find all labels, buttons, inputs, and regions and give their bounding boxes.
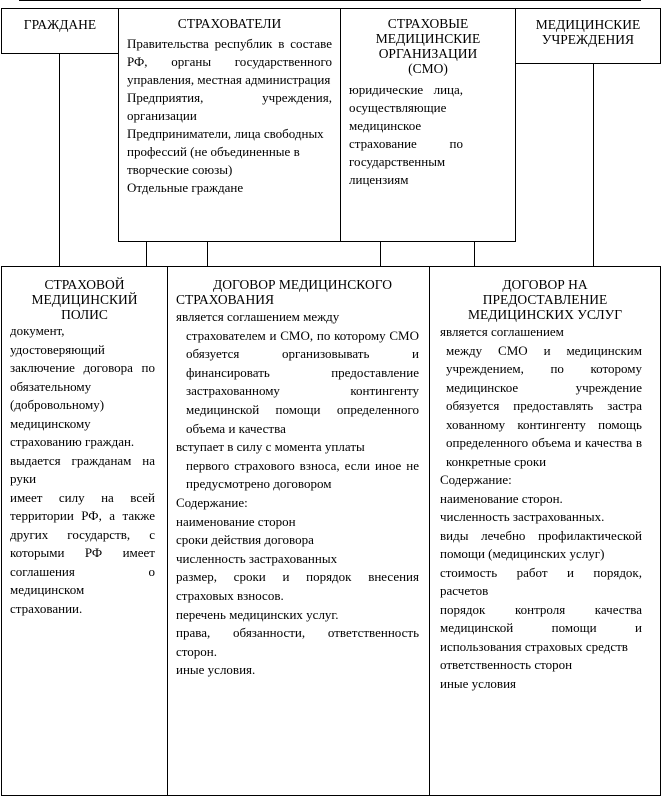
insurers-list (119, 31, 340, 197)
smo-title-line: ОРГАНИЗАЦИИ (378, 46, 478, 61)
policy-item: документ, удостоверяющий заключение договора по обязательному (добровольному) медицинскому страхованию граждан. (10, 323, 155, 449)
services-contract-body (430, 322, 660, 693)
services-contract-title (430, 267, 660, 322)
services-contract-definition: между СМО и медицинским учреждением, по которому медицинское учреждение обязуется предоставлять застра хованному контингенту помощь определенного объема и качества в конкретные сроки (446, 342, 642, 469)
insurance-contract-definition: страхователем и СМО, по которому СМО обязуется организовывать и финансировать предоставление застрахованному контингенту медицинской помощи определенного объема и качества (186, 327, 419, 436)
services-contract-item: виды лечебно профилактической помощи (медицинских услуг) (440, 527, 642, 561)
insurance-contract-definition-lead: является соглашением между (176, 309, 340, 324)
services-contract-title-line: ДОГОВОР НА (502, 277, 588, 292)
insurance-contract-item: численность застрахованных (176, 550, 338, 566)
connector-line (146, 241, 147, 267)
insurer-item: Предприятия, учреждения, организации (127, 90, 332, 123)
smo-title (341, 9, 515, 76)
insurer-item: Предприниматели, лица свободных профессий (не объединенные в творческие союзы) (127, 126, 324, 177)
insurance-contract-body (168, 307, 429, 680)
services-contract-item: численность застрахованных. (440, 509, 605, 524)
citizens-title: ГРАЖДАНЕ (23, 17, 97, 32)
medical-institutions-title (516, 9, 660, 47)
services-contract-item: иные условия (440, 675, 517, 691)
insurers-title: СТРАХОВАТЕЛИ (177, 16, 282, 31)
insurance-contract-content-label: Содержание: (176, 494, 248, 510)
smo-title-line: (СМО) (408, 61, 448, 76)
connector-line (207, 241, 208, 267)
services-contract-item: наименование сторон. (440, 490, 563, 506)
policy-item: выдается гражданам на руки (10, 452, 155, 486)
insurance-contract-item: перечень медицинских услуг. (176, 606, 339, 622)
services-contract-box (429, 266, 661, 796)
policy-box (1, 266, 168, 796)
smo-title-line: СТРАХОВЫЕ (387, 16, 469, 31)
connector-line (593, 63, 594, 267)
policy-title-line: СТРАХОВОЙ (44, 277, 125, 292)
insurance-contract-box (167, 266, 430, 796)
insurance-contract-item: сроки действия договора (176, 532, 314, 548)
insurer-item: Правительства республик в составе РФ, органы государственного управления, местная администрация (127, 36, 332, 87)
connector-line (474, 241, 475, 267)
services-contract-item: стоимость работ и порядок, расчетов (440, 564, 642, 598)
connector-line (19, 0, 641, 1)
policy-list (2, 322, 167, 618)
services-contract-title-line: МЕДИЦИНСКИХ УСЛУГ (467, 307, 623, 322)
services-contract-definition-lead: является соглашением (440, 324, 564, 339)
policy-title-line: ПОЛИС (61, 307, 108, 322)
insurance-contract-effect-lead: вступает в силу с момента уплаты (176, 439, 365, 455)
services-contract-content-label: Содержание: (440, 472, 512, 487)
medical-title-line: УЧРЕЖДЕНИЯ (541, 32, 635, 47)
insurance-contract-item: наименование сторон (176, 513, 296, 529)
insurance-contract-item: иные условия. (176, 662, 256, 678)
connector-line (59, 53, 60, 267)
insurance-contract-title-line: ДОГОВОР МЕДИЦИНСКОГО (213, 277, 392, 292)
services-contract-title-line: ПРЕДОСТАВЛЕНИЕ (482, 292, 608, 307)
medical-institutions-box (515, 8, 661, 64)
connector-line (380, 241, 381, 267)
insurance-contract-item: размер, сроки и порядок внесения страховых взносов. (176, 569, 419, 603)
medical-title-line: МЕДИЦИНСКИЕ (535, 17, 641, 32)
insurance-contract-title (168, 267, 429, 307)
smo-title-line: МЕДИЦИНСКИЕ (375, 31, 481, 46)
citizens-box (1, 8, 119, 54)
services-contract-item: порядок контроля качества медицинской помощи и использования страховых средств (440, 601, 642, 654)
insurance-contract-title-line: СТРАХОВАНИЯ (176, 292, 275, 307)
policy-title (2, 267, 167, 322)
smo-box (340, 8, 516, 242)
insurance-contract-item: права, обязанности, ответственность сторон. (176, 625, 419, 659)
policy-title-line: МЕДИЦИНСКИЙ (31, 292, 138, 307)
policy-item: имеет силу на всей территории РФ, а также других государств, с которыми РФ имеет соглашения о медицинском страховании. (10, 489, 155, 616)
smo-description: юридические лица, осуществляющие медицинское страхование по государственным лицензиям (349, 82, 463, 187)
insurance-contract-effect: первого страхового взноса, если иное не предусмотрено договором (186, 457, 419, 492)
insurers-box (118, 8, 341, 242)
services-contract-item: ответственность сторон (440, 657, 573, 672)
insurer-item: Отдельные граждане (127, 180, 244, 195)
